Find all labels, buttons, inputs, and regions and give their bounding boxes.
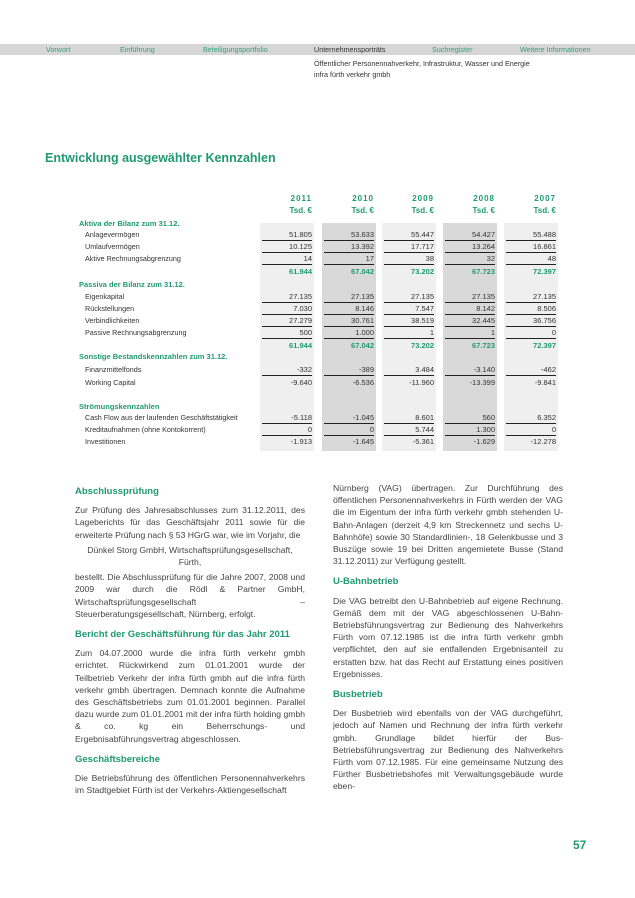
table-cell: 48: [506, 254, 556, 265]
table-cell: 27.135: [445, 292, 495, 303]
heading-geschaeftsbereiche: Geschäftsbereiche: [75, 753, 161, 765]
total-cell: 72.397: [533, 267, 556, 276]
table-cell: 14: [262, 254, 312, 265]
table-cell: 51.805: [262, 230, 312, 241]
unit-header: Tsd. €: [472, 206, 495, 215]
table-cell: 0: [262, 425, 312, 436]
total-cell: 72.397: [533, 341, 556, 350]
total-cell: 61.944: [289, 267, 312, 276]
table-cell: -3.140: [445, 365, 495, 376]
nav-item-suchregister[interactable]: Suchregister: [432, 45, 473, 54]
table-cell: -389: [324, 365, 374, 376]
paragraph: Zum 04.07.2000 wurde die infra fürth verkehr gmbh errichtet. Rückwirkend zum 01.01.2001 wurde der Teilbetrieb Verkehr der infra fürth gmbh auf die infra fürth verkehr gmbh übertragen. Demnach konnte die Aufnahme des Geschäftsbetriebs zum 01.01.2001 beginnen. Parallel dazu wurde zum 01.01.2001 mit der infra fürth holding gmbh & co. kg ein Beherrschungs- und Ergebnisabführungsvertrag abgeschlossen.: [75, 648, 305, 744]
total-cell: 73.202: [411, 341, 434, 350]
row-label: Aktive Rechnungsabgrenzung: [85, 254, 181, 263]
total-cell: 67.723: [472, 267, 495, 276]
paragraph: Die VAG betreibt den U-Bahnbetrieb auf eigene Rechnung. Gemäß dem mit der VAG abgeschlossenen U-Bahn-Betriebsführungsvertrag zur Bedienung des Nahverkehrs Fürth vom 07.12.1985 ist die infra fürth verkehr gmbh verpflichtet, den auf sie entfallenden Ergebnisanteil zu erstatten bzw. hat das Recht auf Erstattung eines positiven Ergebnisses.: [333, 595, 563, 679]
nav-item-beteiligungsportfolio[interactable]: Beteiligungsportfolio: [203, 45, 268, 54]
table-cell: 8.506: [506, 304, 556, 315]
row-label: Finanzmittelfonds: [85, 365, 142, 374]
table-cell: 3.484: [384, 365, 434, 376]
table-cell: 38: [384, 254, 434, 265]
table-cell: -462: [506, 365, 556, 376]
page-number: 57: [573, 838, 587, 852]
right-text-column: [333, 482, 563, 799]
nav-item-unternehmensportraets[interactable]: Unternehmensporträts: [314, 45, 386, 54]
paragraph: bestellt. Die Abschlussprüfung für die Jahre 2007, 2008 und 2009 war durch die Rödl & Partner GmbH, Wirtschaftsprüfungsgesellschaft – Steuerberatungsgesellschaft, Nürnberg, erfolgt.: [75, 572, 305, 619]
heading-abschlusspruefung: Abschlussprüfung: [75, 486, 159, 497]
table-cell: 1: [384, 328, 434, 339]
heading-u-bahnbetrieb: U-Bahnbetrieb: [333, 576, 399, 588]
table-cell: -1.645: [352, 437, 374, 446]
table-cell: 16.861: [506, 242, 556, 253]
table-cell: 5.744: [384, 425, 434, 436]
table-cell: 17: [324, 254, 374, 265]
nav-item-vorwort[interactable]: Vorwort: [46, 45, 71, 54]
table-cell: 13.264: [445, 242, 495, 253]
table-cell: 8.142: [445, 304, 495, 315]
row-label: Verbindlichkeiten: [85, 316, 140, 325]
row-label: Kreditaufnahmen (ohne Kontokorrent): [85, 425, 206, 434]
row-label: Rückstellungen: [85, 304, 135, 313]
breadcrumb-company: infra fürth verkehr gmbh: [314, 70, 391, 79]
section-heading-aktiva: Aktiva der Bilanz zum 31.12.: [79, 219, 180, 228]
heading-bericht-geschaeftsfuehrung: Bericht der Geschäftsführung für das Jahr 2011: [75, 629, 290, 641]
unit-header: Tsd. €: [533, 206, 556, 215]
table-cell: 55.447: [384, 230, 434, 241]
year-header: 2009: [412, 194, 434, 203]
paragraph: Zur Prüfung des Jahresabschlusses zum 31.12.2011, des Lageberichts für das Geschäftsjahr 2011 sowie für die erweiterte Prüfung nach § 53 HGrG war, wie im Vorjahr, die: [75, 505, 305, 540]
year-header: 2011: [290, 194, 312, 203]
breadcrumb: [314, 58, 530, 80]
table-cell: 13.392: [324, 242, 374, 253]
unit-header: Tsd. €: [289, 206, 312, 215]
table-cell: 27.279: [262, 316, 312, 327]
table-cell: -13.399: [469, 378, 495, 387]
table-cell: -332: [262, 365, 312, 376]
table-cell: -11.960: [409, 378, 434, 387]
total-cell: 67.723: [472, 341, 495, 350]
row-label: Cash Flow aus der laufenden Geschäftstätigkeit: [85, 413, 238, 422]
table-cell: 32.445: [445, 316, 495, 327]
nav-item-einfuehrung[interactable]: Einführung: [120, 45, 155, 54]
total-cell: 67.042: [351, 341, 374, 350]
table-cell: 7.547: [384, 304, 434, 315]
table-cell: 55.488: [506, 230, 556, 241]
table-cell: 1.300: [445, 425, 495, 436]
table-cell: 8.146: [324, 304, 374, 315]
table-cell: 0: [506, 328, 556, 339]
table-cell: 32: [445, 254, 495, 265]
row-label: Working Capital: [85, 378, 136, 387]
table-cell: 1.000: [324, 328, 374, 339]
left-text-column: [75, 486, 305, 802]
year-header: 2008: [473, 194, 495, 203]
year-header: 2010: [352, 194, 374, 203]
row-label: Passive Rechnungsabgrenzung: [85, 328, 187, 337]
heading-busbetrieb: Busbetrieb: [333, 689, 383, 701]
top-navigation: [0, 44, 635, 55]
table-cell: 38.519: [384, 316, 434, 327]
row-label: Investitionen: [85, 437, 126, 446]
table-cell: 27.135: [384, 292, 434, 303]
table-cell: 53.633: [324, 230, 374, 241]
row-label: Umlaufvermögen: [85, 242, 140, 251]
table-cell: 27.135: [324, 292, 374, 303]
nav-item-weitere-informationen[interactable]: Weitere Informationen: [520, 45, 591, 54]
row-label: Eigenkapital: [85, 292, 125, 301]
table-cell: -1.913: [290, 437, 312, 446]
table-cell: -6.536: [352, 378, 374, 387]
table-cell: 27.135: [506, 292, 556, 303]
section-heading-passiva: Passiva der Bilanz zum 31.12.: [79, 280, 185, 289]
paragraph: Die Betriebsführung des öffentlichen Personennahverkehrs im Stadtgebiet Fürth ist der Verkehrs-Aktiengesellschaft: [75, 773, 305, 796]
paragraph: Nürnberg (VAG) übertragen. Zur Durchführung des öffentlichen Personennahverkehrs in Fürth werden der VAG die im Eigentum der infra fürth verkehr gmbh stehenden U-Bahn-Anlagen (derzeit 4,9 km Streckennetz und sechs U-Bahnhöfe) sowie 30 Standardlinien-, 18 Gelenkbusse und 3 Buszüge sowie 19 bei Dritten angemietete Busse (Stand 31.12.2011) zur Verfügung gestellt.: [333, 483, 563, 567]
table-cell: 8.601: [384, 413, 434, 424]
table-cell: 36.756: [506, 316, 556, 327]
table-cell: -1.045: [324, 413, 374, 424]
table-cell: 54.427: [445, 230, 495, 241]
table-cell: 27.135: [262, 292, 312, 303]
table-cell: 7.030: [262, 304, 312, 315]
table-cell: -5.361: [412, 437, 434, 446]
table-cell: -5.118: [262, 413, 312, 424]
table-cell: 10.125: [262, 242, 312, 253]
table-cell: 30.761: [324, 316, 374, 327]
total-cell: 73.202: [411, 267, 434, 276]
unit-header: Tsd. €: [351, 206, 374, 215]
breadcrumb-category: Öffentlicher Personennahverkehr, Infrastruktur, Wasser und Energie: [314, 59, 530, 68]
table-cell: -1.629: [473, 437, 495, 446]
table-cell: 6.352: [506, 413, 556, 424]
table-cell: -12.278: [530, 437, 556, 446]
unit-header: Tsd. €: [411, 206, 434, 215]
paragraph: Der Busbetrieb wird ebenfalls von der VAG durchgeführt, jedoch auf Namen und Rechnung der infra fürth verkehr gmbh. Grundlage bildet hierfür der Bus-Betriebsführungsvertrag zur Bedienung des Nahverkehrs Fürth vom 07.12.1985. Für eine gemeinsame Nutzung des Fürther Busbetriebshofes mit Verwaltungsgebäude wurde eben-: [333, 708, 563, 792]
section-heading-sonstige: Sonstige Bestandskennzahlen zum 31.12.: [79, 352, 228, 361]
section-heading-stroemung: Strömungskennzahlen: [79, 402, 160, 411]
table-cell: 560: [445, 413, 495, 424]
page-title: Entwicklung ausgewählter Kennzahlen: [45, 151, 276, 165]
table-cell: -9.640: [290, 378, 312, 387]
table-cell: 0: [324, 425, 374, 436]
total-cell: 67.042: [351, 267, 374, 276]
table-cell: 1: [445, 328, 495, 339]
row-label: Anlagevermögen: [85, 230, 140, 239]
auditor-name: Dünkel Storg GmbH, Wirtschaftsprüfungsgesellschaft, Fürth,: [87, 544, 293, 568]
table-cell: 0: [506, 425, 556, 436]
total-cell: 61.944: [289, 341, 312, 350]
table-cell: 500: [262, 328, 312, 339]
table-cell: 17.717: [384, 242, 434, 253]
year-header: 2007: [534, 194, 556, 203]
table-cell: -9.841: [534, 378, 556, 387]
